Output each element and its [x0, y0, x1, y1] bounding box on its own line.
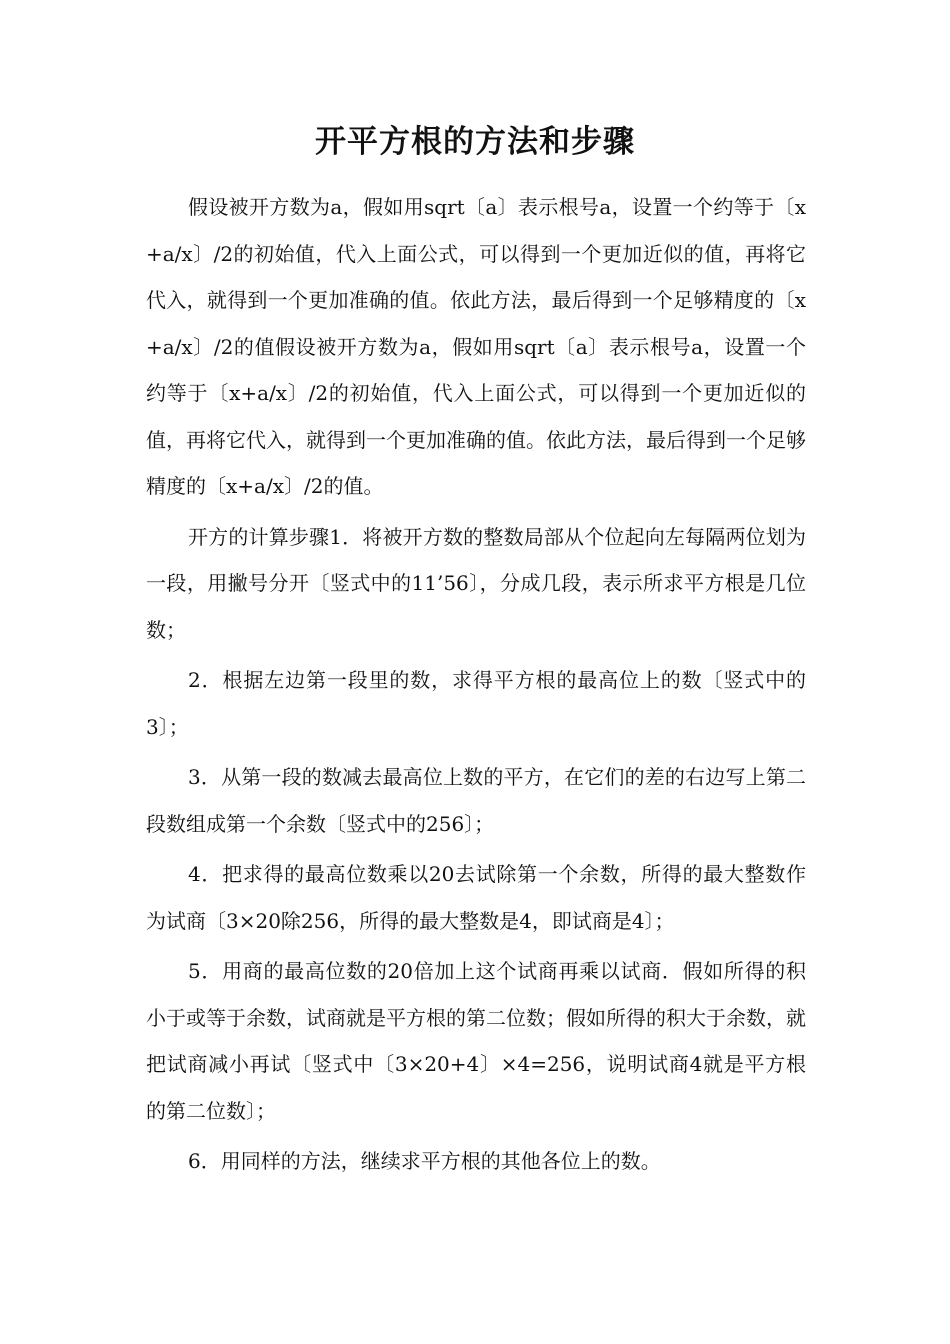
paragraph-intro: 假设被开方数为a，假如用sqrt〔a〕表示根号a，设置一个约等于〔x+a/x〕/2的初始值，代入上面公式，可以得到一个更加近似的值，再将它代入，就得到一个更加准确的值。依此方法，最后得到一个足够精度的〔x+a/x〕/2的值假设被开方数为a，假如用sqrt〔a〕表示根号a，设置一个约等于〔x+a/x〕/2的初始值，代入上面公式，可以得到一个更加近似的值，再将它代入，就得到一个更加准确的值。依此方法，最后得到一个足够精度的〔x+a/x〕/2的值。: [146, 195, 806, 498]
paragraph-step-2: 2．根据左边第一段里的数，求得平方根的最高位上的数〔竖式中的3〕；: [146, 668, 806, 739]
document-body: [146, 184, 806, 1189]
paragraph-step-1: 开方的计算步骤1．将被开方数的整数局部从个位起向左每隔两位划为一段，用撇号分开〔竖式中的11’56〕，分成几段，表示所求平方根是几位数；: [146, 524, 806, 642]
paragraph-step-6: 6．用同样的方法，继续求平方根的其他各位上的数。: [188, 1149, 661, 1173]
paragraph-step-5: 5．用商的最高位数的20倍加上这个试商再乘以试商．假如所得的积小于或等于余数，试商就是平方根的第二位数；假如所得的积大于余数，就把试商减小再试〔竖式中〔3×20+4〕×4=256，说明试商4就是平方根的第二位数〕；: [146, 959, 806, 1123]
paragraph-step-4: 4．把求得的最高位数乘以20去试除第一个余数，所得的最大整数作为试商〔3×20除256，所得的最大整数是4，即试商是4〕；: [146, 862, 806, 933]
paragraph-step-3: 3．从第一段的数减去最高位上数的平方，在它们的差的右边写上第二段数组成第一个余数〔竖式中的256〕；: [146, 765, 806, 836]
document-title: 开平方根的方法和步骤: [315, 124, 635, 160]
